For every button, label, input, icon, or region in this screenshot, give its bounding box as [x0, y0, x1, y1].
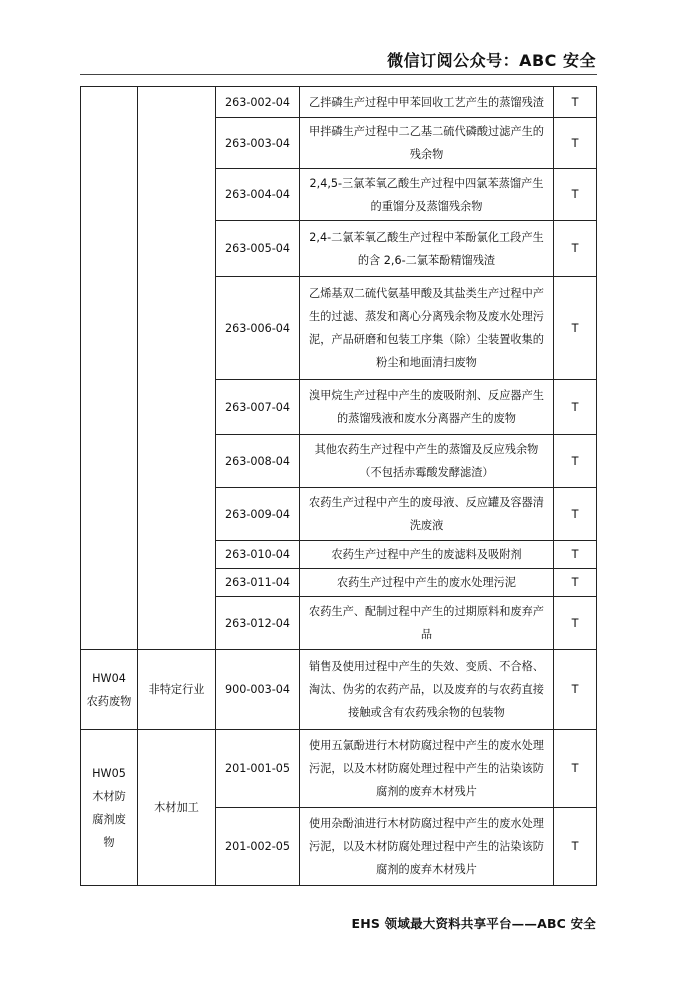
waste-description: 乙烯基双二硫代氨基甲酸及其盐类生产过程中产生的过滤、蒸发和离心分离残余物及废水处理污泥，产品研磨和包装工序集（除）尘装置收集的粉尘和地面清扫废物: [300, 277, 554, 380]
waste-category-name: 木材防腐剂废物: [92, 789, 126, 849]
waste-code: 263-007-04: [216, 380, 300, 435]
hazard-characteristic: T: [554, 730, 597, 808]
waste-category: [81, 650, 138, 730]
table-row: [81, 650, 597, 730]
waste-description: 销售及使用过程中产生的失效、变质、不合格、淘汰、伪劣的农药产品，以及废弃的与农药直接接触或含有农药残余物的包装物: [300, 650, 554, 730]
hazard-characteristic: T: [554, 277, 597, 380]
waste-description: 农药生产过程中产生的废水处理污泥: [300, 569, 554, 597]
waste-code: 263-005-04: [216, 221, 300, 277]
waste-category-code: HW05: [92, 766, 126, 780]
page-footer-text: EHS 领域最大资料共享平台——ABC 安全: [351, 916, 596, 931]
waste-description-note: （不包括赤霉酸发酵滤渣）: [359, 466, 494, 479]
waste-code: 263-011-04: [216, 569, 300, 597]
hazard-characteristic: T: [554, 87, 597, 118]
waste-description: 2,4,5-三氯苯氧乙酸生产过程中四氯苯蒸馏产生的重馏分及蒸馏残余物: [300, 169, 554, 221]
waste-description: [300, 435, 554, 488]
waste-code: 201-002-05: [216, 808, 300, 886]
industry-source: 非特定行业: [138, 650, 216, 730]
waste-description: 2,4-二氯苯氧乙酸生产过程中苯酚氯化工段产生的含 2,6-二氯苯酚精馏残渣: [300, 221, 554, 277]
hazardous-waste-table: [80, 86, 597, 886]
category-cell-empty: [81, 87, 138, 650]
waste-description: 乙拌磷生产过程中甲苯回收工艺产生的蒸馏残渣: [300, 87, 554, 118]
waste-code: 263-002-04: [216, 87, 300, 118]
hazard-characteristic: T: [554, 118, 597, 169]
waste-category-name: 农药废物: [86, 694, 132, 708]
waste-category: [81, 730, 138, 886]
industry-cell-empty: [138, 87, 216, 650]
header-divider: [80, 74, 597, 75]
hazard-characteristic: T: [554, 435, 597, 488]
hazard-characteristic: T: [554, 808, 597, 886]
table-row: [81, 87, 597, 118]
waste-description-line: 其他农药生产过程中产生的蒸馏及反应残余物: [314, 443, 539, 456]
waste-description: 农药生产、配制过程中产生的过期原料和废弃产品: [300, 597, 554, 650]
hazard-characteristic: T: [554, 488, 597, 541]
hazard-characteristic: T: [554, 650, 597, 730]
waste-code: 263-008-04: [216, 435, 300, 488]
waste-description: 使用五氯酚进行木材防腐过程中产生的废水处理污泥，以及木材防腐处理过程中产生的沾染该防腐剂的废弃木材残片: [300, 730, 554, 808]
waste-code: 263-012-04: [216, 597, 300, 650]
waste-description: 农药生产过程中产生的废滤料及吸附剂: [300, 541, 554, 569]
waste-code: 263-003-04: [216, 118, 300, 169]
hazard-characteristic: T: [554, 541, 597, 569]
waste-code: 900-003-04: [216, 650, 300, 730]
hazard-characteristic: T: [554, 597, 597, 650]
waste-description: 使用杂酚油进行木材防腐过程中产生的废水处理污泥，以及木材防腐处理过程中产生的沾染该防腐剂的废弃木材残片: [300, 808, 554, 886]
waste-description: 甲拌磷生产过程中二乙基二硫代磷酸过滤产生的残余物: [300, 118, 554, 169]
waste-code: 263-010-04: [216, 541, 300, 569]
industry-source: 木材加工: [138, 730, 216, 886]
waste-description: 溴甲烷生产过程中产生的废吸附剂、反应器产生的蒸馏残液和废水分离器产生的废物: [300, 380, 554, 435]
hazard-characteristic: T: [554, 221, 597, 277]
waste-category-code: HW04: [92, 671, 126, 685]
table-row: [81, 730, 597, 808]
page-header-title: 微信订阅公众号：ABC 安全: [387, 51, 596, 70]
hazard-characteristic: T: [554, 569, 597, 597]
hazard-characteristic: T: [554, 169, 597, 221]
waste-description: 农药生产过程中产生的废母液、反应罐及容器清洗废液: [300, 488, 554, 541]
waste-code: 263-006-04: [216, 277, 300, 380]
hazard-characteristic: T: [554, 380, 597, 435]
waste-code: 263-009-04: [216, 488, 300, 541]
waste-code: 263-004-04: [216, 169, 300, 221]
waste-code: 201-001-05: [216, 730, 300, 808]
